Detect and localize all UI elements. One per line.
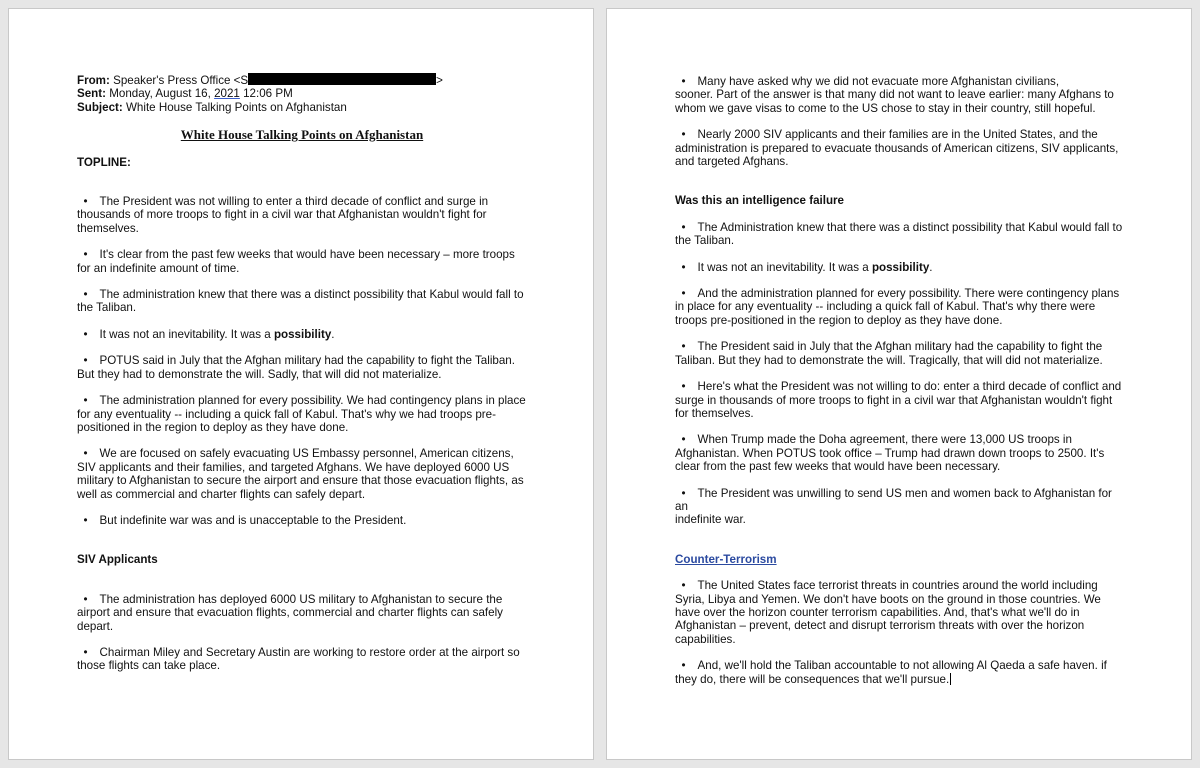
bullet-line: thousands of more troops to fight in a civil war that Afghanistan wouldn't fight for (77, 208, 487, 222)
bullet-tail: . (929, 260, 933, 274)
bullet-line: for themselves. (675, 406, 754, 420)
bullet-item (675, 659, 1125, 686)
bullet-line: The administration has deployed 6000 US military to Afghanistan to secure the (99, 592, 503, 606)
bullet-item (675, 261, 1125, 274)
bullet-bold-text: possibility (273, 327, 332, 341)
bullet-line: Here's what the President was not willing to do: enter a third decade of conflict and (697, 380, 1122, 394)
bullet-glyph: • (675, 75, 686, 88)
email-sent-line (77, 87, 527, 100)
bullet-item (77, 354, 527, 381)
bullet-line: administration is prepared to evacuate thousands of American citizens, SIV applicants, (675, 141, 1119, 155)
bullet-line: themselves. (77, 221, 139, 235)
bullet-line: sooner. Part of the answer is that many did not want to leave earlier: many Afghans to (675, 88, 1114, 102)
bullet-line: But indefinite war was and is unacceptable to the President. (99, 513, 407, 527)
text-cursor (950, 673, 951, 685)
sent-date: Monday, August 16, (109, 87, 211, 101)
email-subject-line (77, 101, 527, 114)
bullet-glyph: • (77, 394, 88, 408)
bullet-line: they do, there will be consequences that we'll pursue. (675, 672, 950, 686)
bullet-item (675, 75, 1125, 115)
subject-label: Subject: (77, 100, 123, 114)
bullet-line: indefinite war. (675, 513, 746, 527)
bullet-line: And the administration planned for every possibility. There were contingency plans (697, 287, 1120, 301)
bullet-line: for any eventuality -- including a quick fall of Kabul. That's why we had troops pre- (77, 407, 496, 421)
bullet-glyph: • (675, 340, 686, 354)
bullet-line: positioned in the region to deploy as they have done. (77, 420, 349, 434)
bullet-item (675, 579, 1125, 646)
bullet-line: It was not an inevitability. It was a (697, 260, 872, 274)
bullet-line: Afghanistan. When POTUS took office – Trump had drawn down troops to 2500. It's (675, 446, 1105, 460)
bullet-line: The Administration knew that there was a distinct possibility that Kabul would fall to (697, 220, 1123, 234)
bullet-glyph: • (675, 260, 686, 274)
bullet-glyph: • (675, 380, 686, 394)
bullet-tail: . (331, 327, 335, 341)
from-value: Speaker's Press Office <S (113, 74, 249, 87)
sent-time: 12:06 PM (243, 87, 293, 101)
bullet-line: depart. (77, 619, 114, 633)
bullet-line: Chairman Miley and Secretary Austin are working to restore order at the airport so (99, 645, 520, 659)
bullet-line: and targeted Afghans. (675, 155, 789, 169)
bullet-glyph: • (675, 579, 686, 593)
bullet-glyph: • (77, 354, 88, 368)
bullet-line: The administration planned for every possibility. We had contingency plans in place (99, 394, 526, 408)
right-top-bullets (675, 75, 1125, 168)
bullet-glyph: • (675, 486, 686, 500)
intel-bullets (675, 221, 1125, 527)
bullet-line: POTUS said in July that the Afghan military had the capability to fight the Taliban. (99, 354, 515, 368)
bullet-line: military to Afghanistan to secure the airport and ensure that those evacuation flights, as (77, 474, 524, 488)
bullet-line: capabilities. (675, 632, 736, 646)
intel-heading: Was this an intelligence failure (675, 194, 845, 208)
bullet-item (77, 593, 527, 633)
sent-label: Sent: (77, 87, 106, 101)
counter-terrorism-bullets (675, 579, 1125, 686)
bullet-glyph: • (77, 513, 88, 527)
bullet-line: for an indefinite amount of time. (77, 261, 240, 275)
bullet-line: The United States face terrorist threats in countries around the world including (697, 579, 1098, 593)
bullet-glyph: • (675, 128, 686, 142)
bullet-bold-text: possibility (871, 260, 930, 274)
bullet-line: It's clear from the past few weeks that would have been necessary – more troops (99, 248, 515, 262)
bullet-line: And, we'll hold the Taliban accountable to not allowing Al Qaeda a safe haven. if (697, 659, 1107, 673)
bullet-glyph: • (77, 195, 88, 209)
bullet-line: well as commercial and charter flights can safely depart. (77, 487, 366, 501)
counter-terrorism-heading: Counter-Terrorism (675, 552, 777, 566)
bullet-item (675, 380, 1125, 420)
bullet-glyph: • (77, 327, 88, 341)
bullet-item (675, 128, 1125, 168)
page-right-content (675, 75, 1125, 686)
siv-heading: SIV Applicants (77, 553, 158, 567)
bullet-glyph: • (675, 433, 686, 447)
bullet-glyph: • (77, 447, 88, 461)
bullet-line: Afghanistan – prevent, detect and disrupt terrorism threats with over the horizon (675, 619, 1085, 633)
bullet-item (77, 328, 527, 341)
bullet-line: SIV applicants and their families, and targeted Afghans. We have deployed 6000 US (77, 460, 510, 474)
bullet-glyph: • (675, 287, 686, 301)
bullet-line: Syria, Libya and Yemen. We don't have boots on the ground in those countries. We (675, 592, 1101, 606)
bullet-line: whom we gave visas to come to the US chose to stay in their country, still hopeful. (675, 101, 1096, 115)
bullet-line: the Taliban. (675, 234, 735, 248)
bullet-glyph: • (77, 645, 88, 659)
siv-bullets (77, 593, 527, 673)
bullet-line: troops pre-positioned in the region to deploy as they have done. (675, 313, 1003, 327)
sent-year: 2021 (214, 87, 240, 101)
bullet-item (675, 287, 1125, 327)
bullet-item (77, 646, 527, 673)
page-left-content (77, 73, 527, 673)
email-from-line (77, 73, 527, 87)
bullet-line: It was not an inevitability. It was a (99, 327, 274, 341)
bullet-line: in place for any eventuality -- including a quick fall of Kabul. That's why there were (675, 300, 1096, 314)
bullet-item (77, 514, 527, 527)
bullet-line: We are focused on safely evacuating US Embassy personnel, American citizens, (99, 447, 514, 461)
bullet-glyph: • (77, 288, 88, 302)
document-page-right (606, 8, 1192, 760)
document-title: White House Talking Points on Afghanistan (180, 127, 424, 143)
bullet-item (77, 288, 527, 315)
bullet-item (77, 195, 527, 235)
bullet-line: have over the horizon counter terrorism capabilities. And, that's what we'll do in (675, 605, 1080, 619)
bullet-line: Nearly 2000 SIV applicants and their families are in the United States, and the (697, 128, 1098, 142)
bullet-line: surge in thousands of more troops to fight in a civil war that Afghanistan wouldn't fight (675, 393, 1113, 407)
from-tail: > (436, 74, 443, 87)
bullet-line: The President said in July that the Afghan military had the capability to fight the (697, 340, 1103, 354)
bullet-item (675, 433, 1125, 473)
bullet-line: airport and ensure that evacuation flights, commercial and charter flights can safely (77, 606, 503, 620)
bullet-item (675, 340, 1125, 367)
bullet-item (77, 447, 527, 501)
bullet-line: The President was unwilling to send US men and women back to Afghanistan for an (675, 486, 1112, 513)
from-label: From: (77, 74, 110, 87)
bullet-line: Taliban. But they had to demonstrate the will. Tragically, that will did not materialize. (675, 353, 1103, 367)
bullet-line: those flights can take place. (77, 659, 221, 673)
bullet-item (675, 221, 1125, 248)
bullet-line: The President was not willing to enter a third decade of conflict and surge in (99, 195, 489, 209)
bullet-glyph: • (675, 220, 686, 234)
bullet-glyph: • (675, 659, 686, 673)
document-page-left (8, 8, 594, 760)
bullet-line: clear from the past few weeks that would have been necessary. (675, 460, 1001, 474)
bullet-glyph: • (77, 248, 88, 262)
bullet-glyph: • (77, 592, 88, 606)
subject-value: White House Talking Points on Afghanistan (125, 100, 347, 114)
topline-bullets (77, 195, 527, 527)
bullet-line: the Taliban. (77, 301, 137, 315)
bullet-item (77, 248, 527, 275)
bullet-line: The administration knew that there was a distinct possibility that Kabul would fall to (99, 288, 524, 302)
topline-heading: TOPLINE: (77, 155, 131, 169)
bullet-item (77, 394, 527, 434)
bullet-line: Many have asked why we did not evacuate more Afghanistan civilians, (697, 75, 1060, 88)
bullet-line: But they had to demonstrate the will. Sadly, that will did not materialize. (77, 367, 442, 381)
bullet-item (675, 487, 1125, 527)
redaction-bar (248, 73, 436, 85)
bullet-line: When Trump made the Doha agreement, there were 13,000 US troops in (697, 433, 1072, 447)
